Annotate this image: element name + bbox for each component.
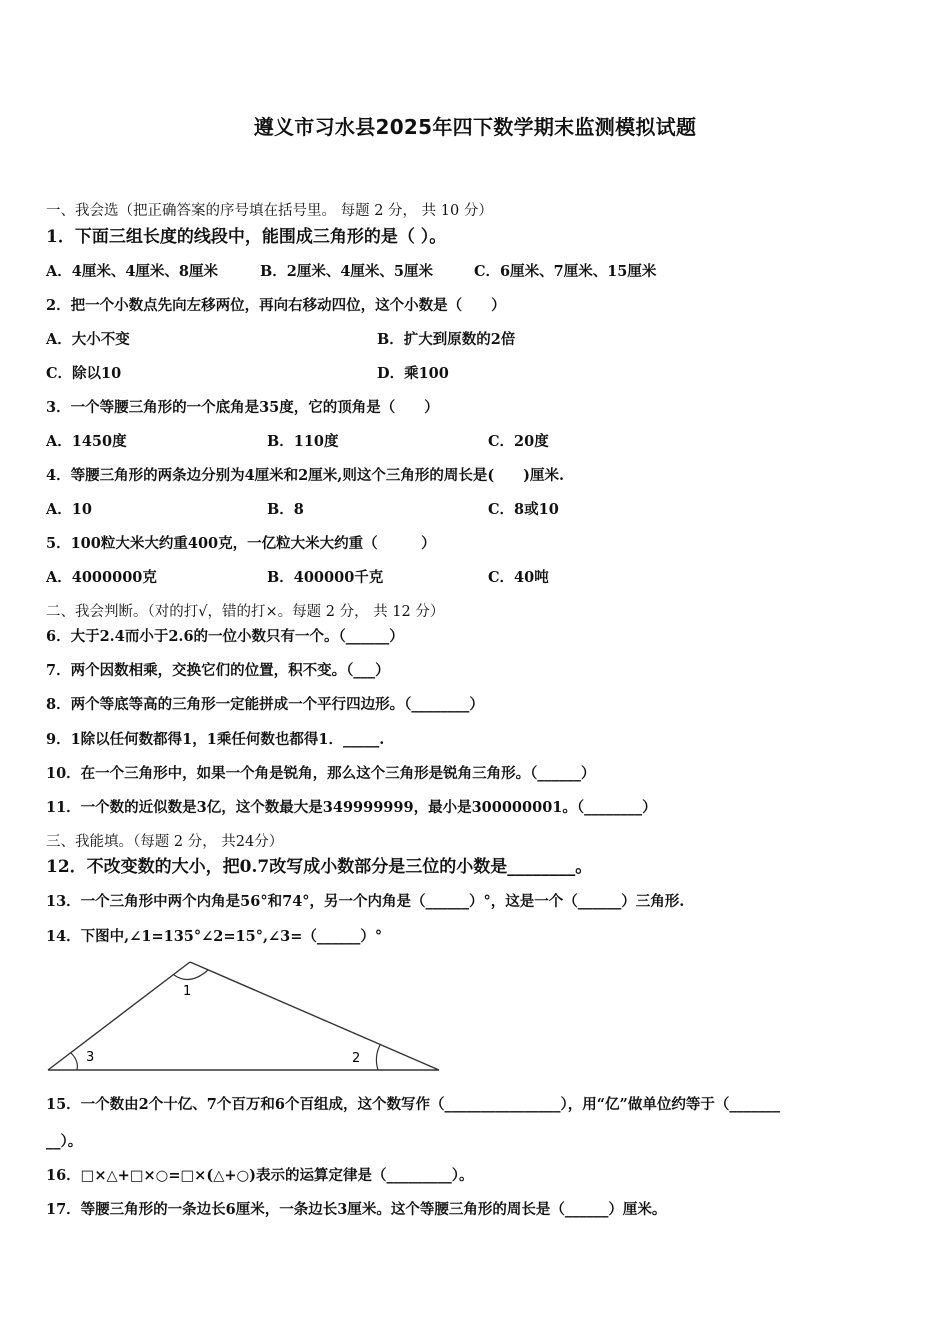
angle-1-label: 1 bbox=[183, 984, 192, 999]
question-14: 14．下图中,∠1=135°∠2=15°,∠3=（______）° bbox=[46, 928, 383, 945]
section-2-heading: 二、我会判断。（对的打√，错的打×。每题 2 分， 共 12 分） bbox=[46, 604, 445, 620]
question-9: 9．1除以任何数都得1，1乘任何数也都得1．_____. bbox=[46, 731, 385, 748]
question-1: 1．下面三组长度的线段中，能围成三角形的是（ ）。 bbox=[46, 227, 447, 247]
q4-option-a: A．10 bbox=[46, 501, 92, 518]
angle-2-label: 2 bbox=[352, 1051, 361, 1066]
section-3-heading: 三、我能填。（每题 2 分， 共24分） bbox=[46, 834, 284, 850]
question-6: 6．大于2.4而小于2.6的一位小数只有一个。（______） bbox=[46, 628, 404, 645]
question-3: 3．一个等腰三角形的一个底角是35度，它的顶角是（ ） bbox=[46, 399, 439, 416]
q3-option-c: C．20度 bbox=[488, 433, 549, 450]
question-13: 13．一个三角形中两个内角是56°和74°，另一个内角是（______）°，这是一个（______）三角形. bbox=[46, 893, 685, 910]
page-title: 遵义市习水县2025年四下数学期末监测模拟试题 bbox=[253, 115, 697, 139]
question-10: 10．在一个三角形中，如果一个角是锐角，那么这个三角形是锐角三角形。（______） bbox=[46, 765, 596, 782]
question-17: 17．等腰三角形的一条边长6厘米，一条边长3厘米。这个等腰三角形的周长是（______）厘米。 bbox=[46, 1201, 667, 1218]
q1-option-b: B．2厘米、4厘米、5厘米 bbox=[260, 263, 434, 280]
question-8: 8．两个等底等高的三角形一定能拼成一个平行四边形。（________） bbox=[46, 696, 484, 713]
question-4: 4．等腰三角形的两条边分别为4厘米和2厘米,则这个三角形的周长是( )厘米. bbox=[46, 467, 565, 484]
question-15: 15．一个数由2个十亿、7个百万和6个百组成，这个数写作（________________），用“亿”做单位约等于（_______ bbox=[46, 1096, 781, 1113]
q3-option-a: A．1450度 bbox=[46, 433, 127, 450]
question-16: 16．□×△+□×○=□×(△+○)表示的运算定律是（_________）。 bbox=[46, 1167, 474, 1184]
q2-option-b: B．扩大到原数的2倍 bbox=[377, 331, 516, 348]
q1-option-a: A．4厘米、4厘米、8厘米 bbox=[46, 263, 219, 280]
angle-3-arc bbox=[71, 1053, 77, 1070]
q4-option-c: C．8或10 bbox=[488, 501, 559, 518]
angle-2-arc bbox=[376, 1045, 380, 1070]
question-15-continued: __）。 bbox=[46, 1133, 83, 1150]
triangle-figure bbox=[46, 958, 446, 1078]
q5-option-a: A．4000000克 bbox=[46, 569, 157, 586]
q5-option-c: C．40吨 bbox=[488, 569, 549, 586]
q4-option-b: B．8 bbox=[267, 501, 304, 518]
q2-option-a: A．大小不变 bbox=[46, 331, 130, 348]
q5-option-b: B．400000千克 bbox=[267, 569, 384, 586]
question-12: 12．不改变数的大小，把0.7改写成小数部分是三位的小数是________。 bbox=[46, 857, 593, 877]
q1-option-c: C．6厘米、7厘米、15厘米 bbox=[474, 263, 657, 280]
question-11: 11．一个数的近似数是3亿，这个数最大是349999999，最小是300000001。（________） bbox=[46, 799, 657, 816]
q2-option-c: C．除以10 bbox=[46, 365, 122, 382]
question-7: 7．两个因数相乘，交换它们的位置，积不变。（___） bbox=[46, 662, 390, 679]
question-2: 2．把一个小数点先向左移两位，再向右移动四位，这个小数是（ ） bbox=[46, 297, 506, 314]
section-1-heading: 一、我会选（把正确答案的序号填在括号里。 每题 2 分， 共 10 分） bbox=[46, 203, 493, 219]
question-5: 5．100粒大米大约重400克，一亿粒大米大约重（ ） bbox=[46, 535, 436, 552]
angle-3-label: 3 bbox=[86, 1050, 95, 1065]
q3-option-b: B．110度 bbox=[267, 433, 339, 450]
q2-option-d: D．乘100 bbox=[377, 365, 449, 382]
angle-1-arc bbox=[174, 970, 208, 979]
